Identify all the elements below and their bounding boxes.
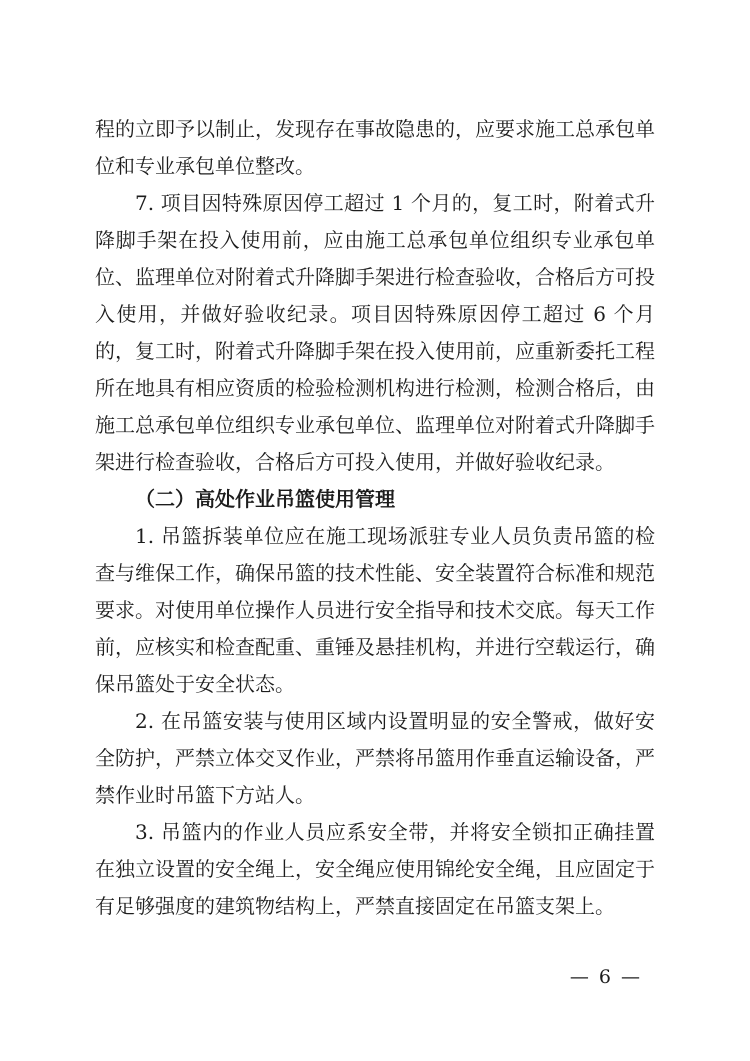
paragraph-item-2: 2. 在吊篮安装与使用区域内设置明显的安全警戒，做好安全防护，严禁立体交叉作业，严禁将吊篮用作垂直运输设备，严禁作业时吊篮下方站人。: [95, 709, 655, 807]
paragraph-continuation: 程的立即予以制止，发现存在事故隐患的，应要求施工总承包单位和专业承包单位整改。: [95, 117, 655, 178]
section-heading-suspended-platform-management: （二）高处作业吊篮使用管理: [135, 487, 395, 511]
paragraph-item-7: 7. 项目因特殊原因停工超过 1 个月的，复工时，附着式升降脚手架在投入使用前，应由施工总承包单位组织专业承包单位、监理单位对附着式升降脚手架进行检查验收，合格后方可投入使用，并做好验收纪录。项目因特殊原因停工超过 6 个月的，复工时，附着式升降脚手架在投入使用前，应重新委托工程所在地具有相应资质的检验检测机构进行检测，检测合格后，由施工总承包单位组织专业承包单位、监理单位对附着式升降脚手架进行检查验收，合格后方可投入使用，并做好验收纪录。: [95, 191, 655, 474]
paragraph-item-3: 3. 吊篮内的作业人员应系安全带，并将安全锁扣正确挂置在独立设置的安全绳上，安全绳应使用锦纶安全绳，且应固定于有足够强度的建筑物结构上，严禁直接固定在吊篮支架上。: [95, 820, 655, 918]
page-footer: [538, 941, 642, 988]
page-number: — 6 —: [569, 966, 642, 988]
document-body: [95, 111, 655, 925]
paragraph-item-1: 1. 吊篮拆装单位应在施工现场派驻专业人员负责吊篮的检查与维保工作，确保吊篮的技术性能、安全装置符合标准和规范要求。对使用单位操作人员进行安全指导和技术交底。每天工作前，应核实和检查配重、重锤及悬挂机构，并进行空载运行，确保吊篮处于安全状态。: [95, 524, 655, 696]
